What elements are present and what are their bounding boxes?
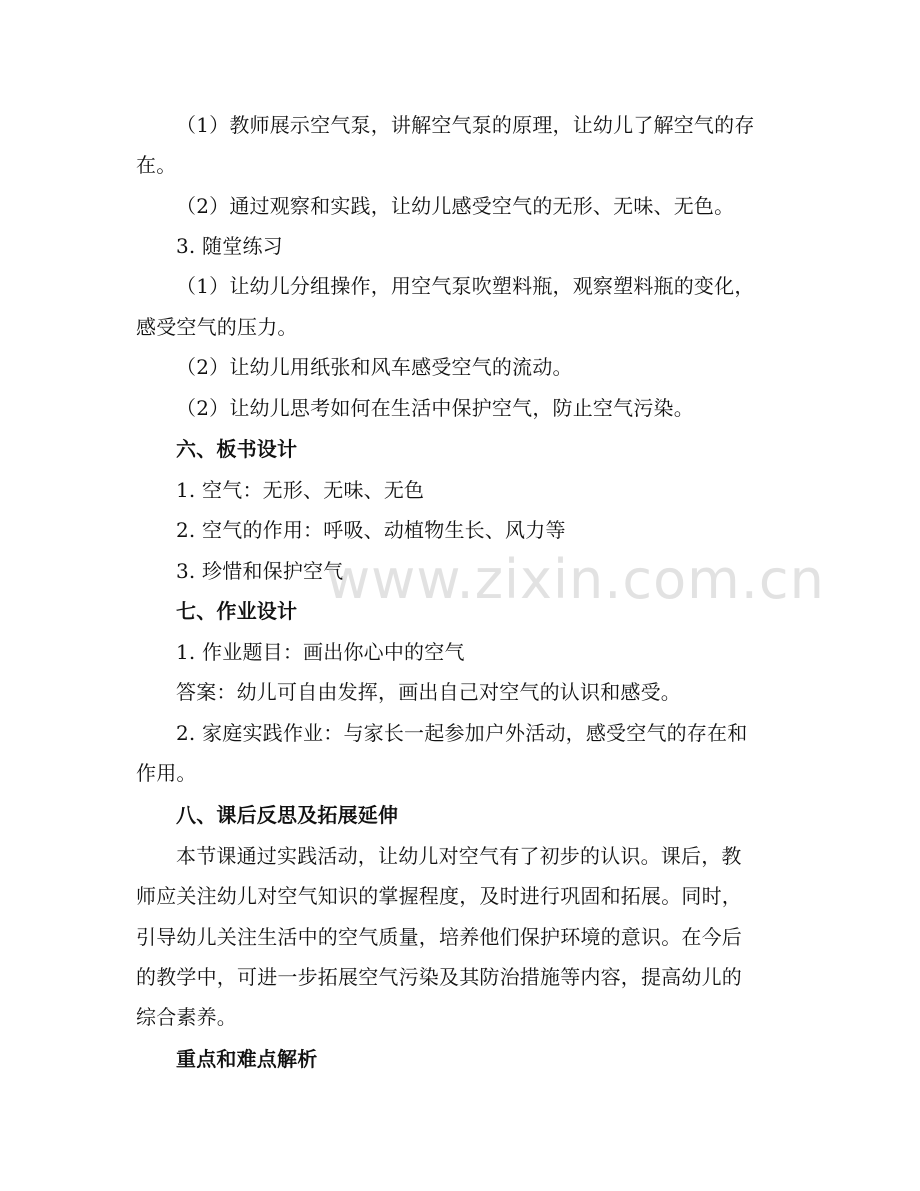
section-heading: 八、课后反思及拓展延伸 (176, 803, 399, 827)
watermark: www.zixin.com.cn (326, 548, 825, 611)
paragraph-line: 综合素养。 (136, 1005, 237, 1029)
paragraph-line: 的教学中，可进一步拓展空气污染及其防治措施等内容，提高幼儿的 (136, 965, 742, 989)
list-item: 2. 空气的作用：呼吸、动植物生长、风力等 (176, 518, 566, 542)
paragraph-line: 感受空气的压力。 (136, 315, 298, 339)
list-item: 3. 珍惜和保护空气 (176, 559, 344, 583)
paragraph-line: 师应关注幼儿对空气知识的掌握程度，及时进行巩固和拓展。同时， (136, 884, 742, 908)
paragraph-line: （1）让幼儿分组操作，用空气泵吹塑料瓶，观察塑料瓶的变化， (176, 274, 755, 298)
list-item: 3. 随堂练习 (176, 234, 283, 258)
paragraph-line: 在。 (136, 153, 177, 177)
section-heading: 六、板书设计 (176, 437, 298, 461)
paragraph-line: （2）让幼儿用纸张和风车感受空气的流动。 (176, 355, 573, 379)
paragraph-line: （1）教师展示空气泵，讲解空气泵的原理，让幼儿了解空气的存 (176, 113, 755, 137)
list-item: 2. 家庭实践作业：与家长一起参加户外活动，感受空气的存在和 (176, 721, 748, 745)
paragraph-line: （2）通过观察和实践，让幼儿感受空气的无形、无味、无色。 (176, 194, 735, 218)
list-item: 1. 空气：无形、无味、无色 (176, 478, 425, 502)
list-item: 1. 作业题目：画出你心中的空气 (176, 640, 465, 664)
paragraph-line: 引导幼儿关注生活中的空气质量，培养他们保护环境的意识。在今后 (136, 925, 742, 949)
paragraph-line: 本节课通过实践活动，让幼儿对空气有了初步的认识。课后，教 (176, 844, 742, 868)
paragraph-line: 作用。 (136, 761, 197, 785)
paragraph-line: （2）让幼儿思考如何在生活中保护空气，防止空气污染。 (176, 396, 694, 420)
section-heading: 重点和难点解析 (176, 1047, 318, 1071)
section-heading: 七、作业设计 (176, 599, 298, 623)
paragraph-line: 答案：幼儿可自由发挥，画出自己对空气的认识和感受。 (176, 680, 681, 704)
